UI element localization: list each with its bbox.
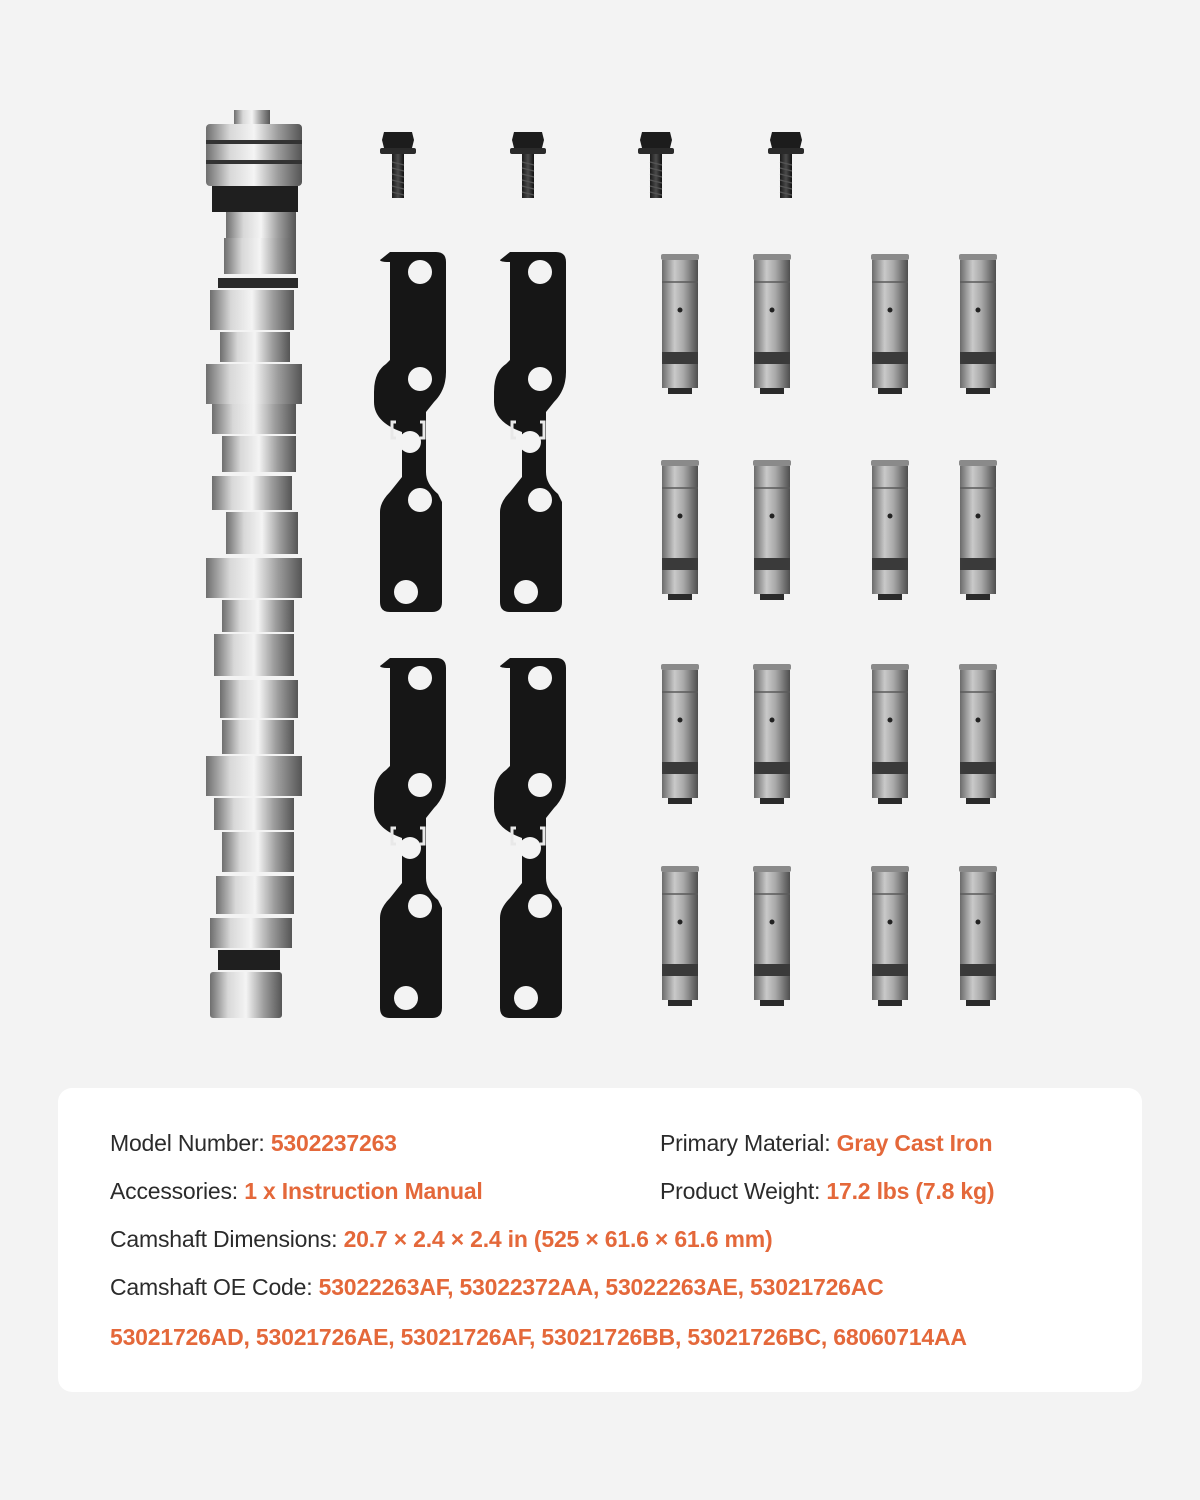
- spec-value: 17.2 lbs (7.8 kg): [826, 1178, 995, 1204]
- spec-oe-code-line2: 53021726AD, 53021726AE, 53021726AF, 53021726BB, 53021726BC, 68060714AA: [110, 1324, 967, 1350]
- spec-accessories: [110, 1178, 483, 1205]
- spec-value: 1 x Instruction Manual: [244, 1178, 483, 1204]
- spec-camshaft-dimensions: [110, 1226, 772, 1253]
- spec-product-weight: [660, 1178, 994, 1205]
- spec-label: Accessories:: [110, 1178, 238, 1204]
- spec-card: [58, 1088, 1142, 1392]
- spec-label: Camshaft Dimensions:: [110, 1226, 338, 1252]
- retainer-brackets: [374, 252, 566, 1018]
- spec-value: 5302237263: [270, 1130, 397, 1156]
- camshaft: [206, 110, 302, 1018]
- spec-label: Product Weight:: [660, 1178, 821, 1204]
- spec-label: Camshaft OE Code:: [110, 1274, 313, 1300]
- lifters: [661, 254, 997, 1006]
- spec-value: 20.7 × 2.4 × 2.4 in (525 × 61.6 × 61.6 mm): [343, 1226, 773, 1252]
- spec-model-number: [110, 1130, 397, 1157]
- spec-label: Model Number:: [110, 1130, 265, 1156]
- spec-primary-material: [660, 1130, 992, 1157]
- bolts: [380, 132, 804, 198]
- spec-camshaft-oe-code: [110, 1274, 884, 1301]
- spec-label: Primary Material:: [660, 1130, 831, 1156]
- spec-value: 53022263AF, 53022372AA, 53022263AE, 53021726AC: [318, 1274, 884, 1300]
- spec-value: Gray Cast Iron: [836, 1130, 993, 1156]
